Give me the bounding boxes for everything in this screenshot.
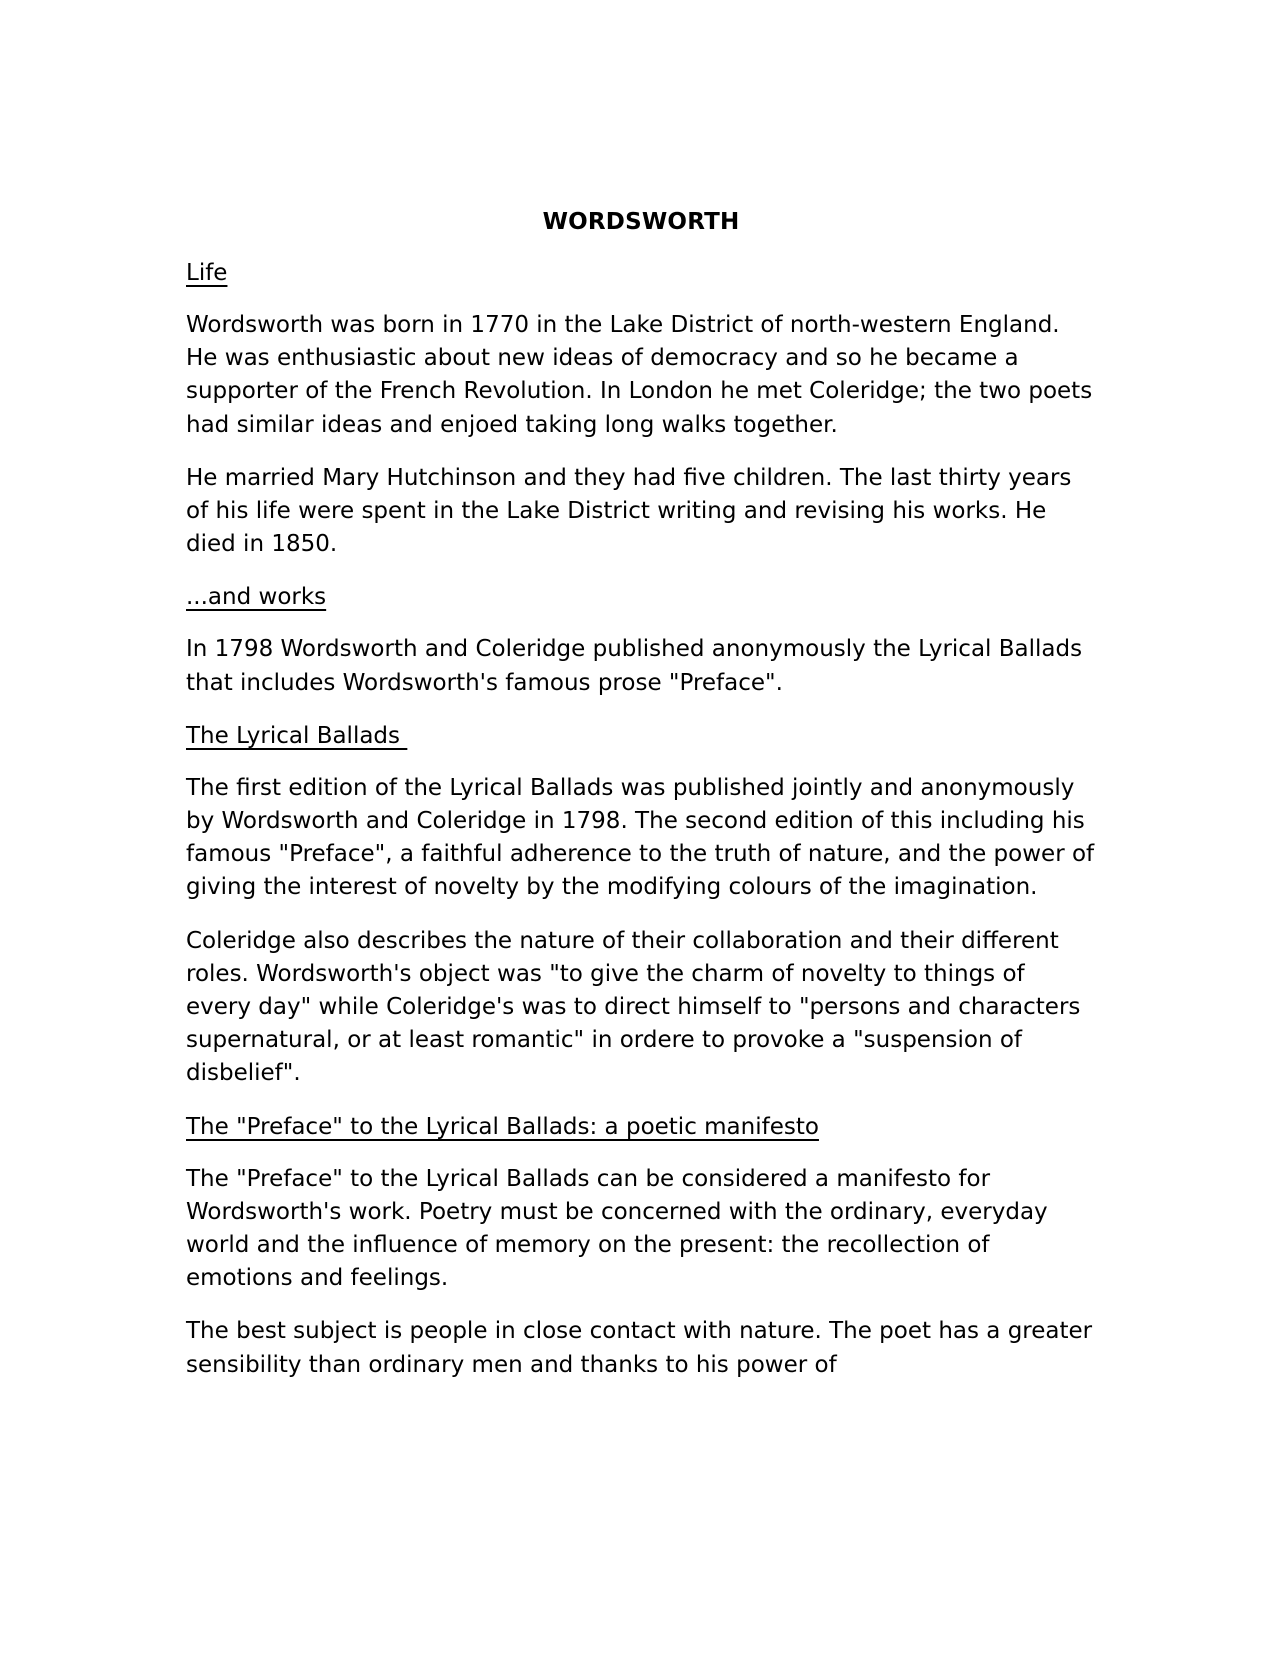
section-heading-works [186,581,1096,613]
section-heading-preface-text: The "Preface" to the Lyrical Ballads: a poetic manifesto [186,1113,819,1140]
paragraph-life-2: He married Mary Hutchinson and they had five children. The last thirty years of his life were spent in the Lake District writing and revising his works. He died in 1850. [186,464,1072,558]
section-heading-life [186,257,1096,289]
section-heading-life-text: Life [186,260,228,286]
section-heading-preface [186,1111,1096,1143]
paragraph-works-1: In 1798 Wordsworth and Coleridge published anonymously the Lyrical Ballads that includes Wordsworth's famous prose "Preface". [186,636,1083,696]
section-heading-lyrical-ballads-text: The Lyrical Ballads [186,722,408,749]
paragraph-life-1: Wordsworth was born in 1770 in the Lake District of north-western England. He was enthusiastic about new ideas of democracy and so he became a supporter of the French Revolution. In London he met Coleridge; the two poets had similar ideas and enjoed taking long walks together. [186,312,1093,438]
section-heading-lyrical-ballads [186,720,1096,752]
section-heading-works-text: ...and works [186,584,327,611]
page-title: WORDSWORTH [542,209,740,235]
paragraph-preface-2: The best subject is people in close contact with nature. The poet has a greater sensibility than ordinary men and thanks to his power of [186,1318,1093,1378]
paragraph-preface-1: The "Preface" to the Lyrical Ballads can be considered a manifesto for Wordsworth's work. Poetry must be concerned with the ordinary, everyday world and the influence of memory on the present: the recollection of emotions and feelings. [186,1165,1048,1292]
document-page [186,206,1096,1402]
paragraph-ballads-1: The first edition of the Lyrical Ballads was published jointly and anonymously by Wordsworth and Coleridge in 1798. The second edition of this including his famous "Preface", a faithful adherence to the truth of nature, and the power of giving the interest of novelty by the modifying colours of the imagination. [186,774,1095,901]
paragraph-ballads-2: Coleridge also describes the nature of their collaboration and their different roles. Wordsworth's object was "to give the charm of novelty to things of every day" while Coleridge's was to direct himself to "persons and characters supernatural, or at least romantic" in ordere to provoke a "suspension of disbelief". [186,927,1081,1087]
